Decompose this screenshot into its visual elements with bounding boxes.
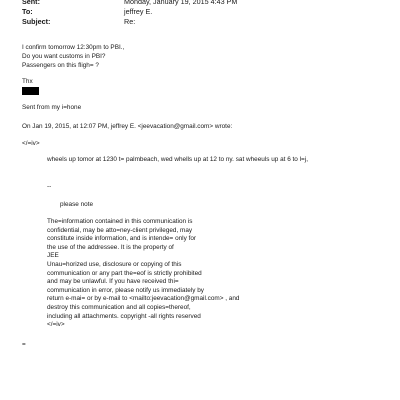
body-line-3: Passengers on this fligh= ? [22,62,99,69]
disclaimer-line: communication in error, please notify us immediately by [47,286,204,294]
to-row [22,7,152,17]
sent-label: Sent: [22,0,40,6]
div-tag-text: </=iv> [22,140,40,147]
signature-text: Sent from my i=hone [22,104,82,111]
disclaimer-line: including all attachments. copyright -all rights reserved [47,312,201,320]
quoted-message: wheels up tomor at 1230 t= palmbeach, wed whells up at 12 to ny. sat wheeuls up at 6 to l=j, [47,156,308,163]
disclaimer-line: Unau=horized use, disclosure or copying of this [47,260,182,268]
sent-value: Monday, January 19, 2015 4:43 PM [124,0,238,6]
disclaimer-line: the use of the addressee. It is the property of [47,243,174,251]
disclaimer-line: communication or any part the=eof is strictly prohibited [47,269,202,277]
thx-text: Thx [22,78,33,85]
subject-label: Subject: [22,17,51,26]
disclaimer-line: </=iv> [47,321,65,329]
quote-intro: On Jan 19, 2015, at 12:07 PM, jeffrey E. <jeevacation@gmail.com> wrote: [22,123,233,130]
subject-row [22,17,135,27]
disclaimer-line: confidential, may be atto=ney-client privileged, may [47,226,193,234]
please-note: please note [60,201,94,208]
body-line-1: I confirm tomorrow 12:30pm to PBI., [22,44,125,51]
body-line-2: Do you want customs in PBI? [22,53,106,60]
redaction-box [22,87,39,95]
disclaimer-line: constitute inside information, and is intende= only for [47,235,197,243]
to-value: jeffrey E. [124,7,153,16]
disclaimer-block [47,218,239,330]
disclaimer-line: return e-mai= or by e-mail to <mailto:jeevacation@gmail.com> , and [47,295,240,303]
disclaimer-line: The=information contained in this communication is [47,218,193,225]
disclaimer-line: and may be unlawful. If you have received thi= [47,278,179,286]
separator: -- [47,183,52,190]
to-label: To: [22,7,33,16]
disclaimer-line: destroy this communication and all copies=thereof, [47,303,191,311]
end-mark: = [22,341,26,348]
disclaimer-line: JEE [47,252,59,260]
sent-row [22,0,237,7]
subject-value: Re: [124,17,136,26]
